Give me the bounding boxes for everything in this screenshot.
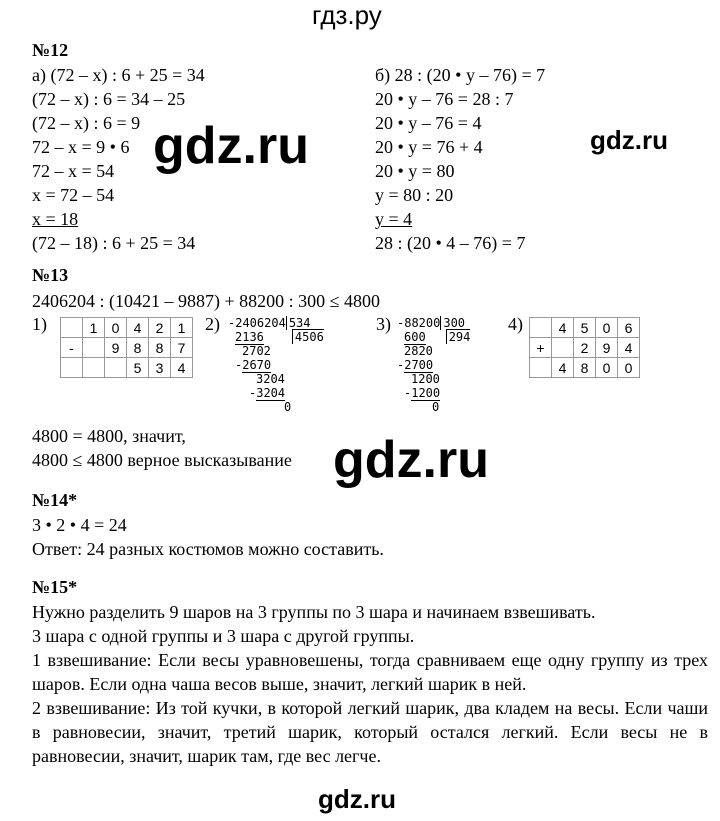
eq-line: 20 • y = 80 — [375, 161, 455, 181]
column-addition: 4 5 0 6 + 2 9 4 4 8 0 0 — [529, 317, 640, 378]
task-15-body — [32, 600, 708, 768]
eq-line: y = 80 : 20 — [375, 185, 454, 205]
task-13-expression: 2406204 : (10421 – 9887) + 88200 : 300 ≤ 4800 — [32, 291, 381, 311]
task-14-body: 3 • 2 • 4 = 24 Ответ: 24 разных костюмов можно составить. — [32, 515, 384, 559]
task-12-part-b — [375, 63, 545, 255]
long-division-2: -88200 300 600 294 2820 -2700 1200 -1200 0 — [397, 316, 471, 414]
answer-line: y = 4 — [375, 209, 413, 229]
paragraph: 2 взвешивание: Из той кучки, в которой легкий шарик, два кладем на весы. Если чаши в равновесии, значит, третий шарик, который остался легкий. Если весы не в равновесии, значит, шарик там, где вес легче. — [32, 698, 708, 766]
task-13-conclusion: 4800 = 4800, значит, 4800 ≤ 4800 верное высказывание — [32, 426, 292, 470]
eq-line: 72 – x = 9 • 6 — [32, 137, 130, 157]
calc-label: 1) — [32, 314, 47, 334]
task-14-title: №14* — [32, 490, 78, 510]
minus-sign: - — [61, 338, 83, 358]
eq-line: 20 • y – 76 = 4 — [375, 113, 482, 133]
eq-line: x = 72 – 54 — [32, 185, 115, 205]
watermark: gdz.ru — [333, 431, 489, 489]
eq-line: а) (72 – x) : 6 + 25 = 34 — [32, 65, 205, 85]
eq-line: (72 – x) : 6 = 34 – 25 — [32, 89, 186, 109]
answer-line: x = 18 — [32, 209, 79, 229]
paragraph: Нужно разделить 9 шаров на 3 группы по 3 шара и начинаем взвешивать. — [32, 602, 596, 622]
check-line: 28 : (20 • 4 – 76) = 7 — [375, 233, 526, 253]
calc-label: 3) — [376, 314, 391, 334]
watermark: gdz.ru — [590, 125, 668, 155]
paragraph: 3 шара с одной группы и 3 шара с другой группы. — [32, 626, 415, 646]
column-subtraction: 1 0 4 2 1 - 9 8 8 7 5 3 4 — [60, 317, 193, 378]
long-division-1: -2406204 534 2136 4506 2702 -2670 3204 -3204 0 — [228, 316, 324, 414]
paragraph: 1 взвешивание: Если весы уравновешены, тогда сравниваем еще одну группу из трех шаров. Если одна чаша весов выше, значит, легкий шарик в ней. — [32, 650, 708, 694]
eq-line: 20 • y = 76 + 4 — [375, 137, 483, 157]
eq-line: б) 28 : (20 • y – 76) = 7 — [375, 65, 546, 85]
eq-line: 20 • y – 76 = 28 : 7 — [375, 89, 514, 109]
check-line: (72 – 18) : 6 + 25 = 34 — [32, 233, 196, 253]
eq-line: 72 – x = 54 — [32, 161, 115, 181]
site-title[interactable]: гдз.ру — [312, 0, 382, 30]
footer-watermark[interactable]: gdz.ru — [318, 784, 396, 814]
eq-line: (72 – x) : 6 = 9 — [32, 113, 141, 133]
task-13-title: №13 — [32, 265, 69, 285]
calc-label: 2) — [205, 314, 220, 334]
watermark: gdz.ru — [153, 117, 309, 175]
calc-label: 4) — [508, 314, 523, 334]
task-15-title: №15* — [32, 577, 78, 597]
plus-sign: + — [530, 338, 552, 358]
task-12-title: №12 — [32, 40, 69, 60]
